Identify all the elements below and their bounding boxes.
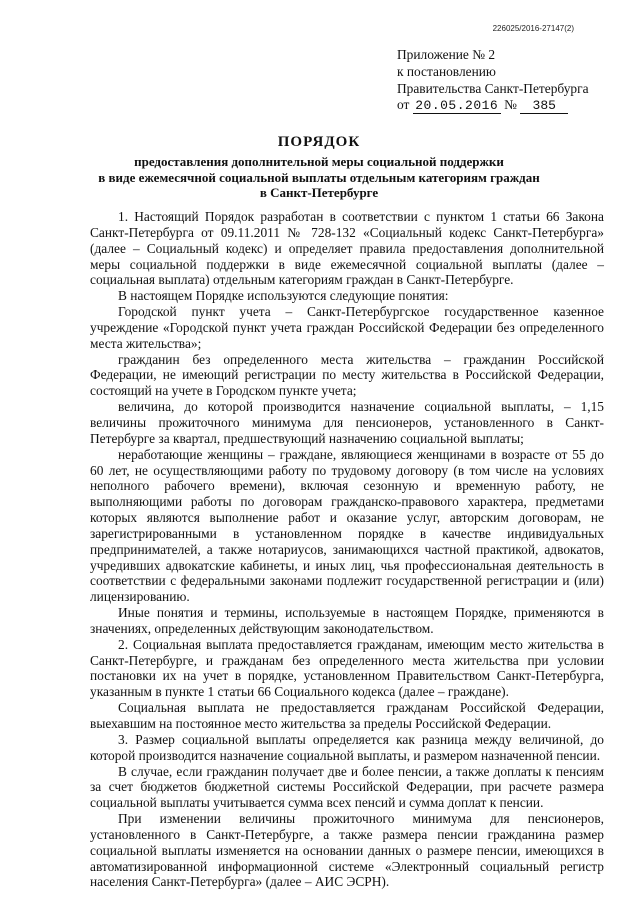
document-body [90, 209, 604, 890]
paragraph: Городской пункт учета – Санкт-Петербургское государственное казенное учреждение «Городской пункт учета граждан Российской Федерации без определенного места жительства»; [90, 304, 604, 351]
decree-date: 20.05.2016 [413, 99, 501, 114]
paragraph: Социальная выплата не предоставляется гражданам Российской Федерации, выехавшим на постоянное место жительства за пределы Российской Федерации. [90, 700, 604, 731]
paragraph: неработающие женщины – граждане, являющиеся женщинами в возрасте от 55 до 60 лет, не осуществляющими работу по трудовому договору (в том числе на условиях неполного рабочего времени), включая сезонную и временную работу, не выполняющими работы по договорам гражданско-правового характера, предметами которых являются выполнение работ и оказание услуг, авторским договорам, не зарегистрированными в установленном порядке в качестве индивидуальных предпринимателей, а также нотариусов, занимающихся частной практикой, адвокатов, учредивших адвокатские кабинеты, и иных лиц, чья профессиональная деятельность в соответствии с федеральными законами подлежит государственной регистрации и (или) лицензированию. [90, 446, 604, 605]
paragraph: При изменении величины прожиточного минимума для пенсионеров, установленного в Санкт-Петербурге, а также размера пенсии гражданина размер социальной выплаты изменяется на основании данных о размере пенсии, имеющихся в автоматизированной информационной системе «Электронный социальный регистр населения Санкт-Петербурга» (далее – АИС ЭСРН). [90, 811, 604, 890]
document-number: 226025/2016-27147(2) [492, 24, 574, 33]
title-block [80, 134, 558, 201]
appendix-line: Правительства Санкт-Петербурга [397, 80, 589, 96]
paragraph: 2. Социальная выплата предоставляется гражданам, имеющим место жительства в Санкт-Петербурге, и гражданам без определенного места жительства при условии постановки их на учет в порядке, установленном Правительством Санкт-Петербурга, указанным в пункте 1 статьи 66 Социального кодекса (далее – граждане). [90, 636, 604, 700]
appendix-line: Приложение № 2 [397, 47, 496, 62]
paragraph: гражданин без определенного места жительства – гражданин Российской Федерации, не имеющий регистрации по месту жительства в Российской Федерации, состоящий на учете в Городском пункте учета; [90, 351, 604, 399]
document-subtitle-line: в Санкт-Петербурге [259, 185, 379, 201]
appendix-date-line [397, 97, 597, 114]
paragraph: 3. Размер социальной выплаты определяется как разница между величиной, до которой производится назначение социальной выплаты, и размером назначенной пенсии. [90, 731, 604, 763]
appendix-line: к постановлению [397, 63, 496, 79]
document-subtitle-line: в виде ежемесячной социальной выплаты отдельным категориям граждан [98, 169, 540, 185]
date-prefix: от [397, 97, 410, 113]
paragraph: В случае, если гражданин получает две и более пенсии, а также доплаты к пенсиям за счет бюджетов бюджетной системы Российской Федерации, при расчете размера социальной выплаты учитывается сумма всех пенсий и сумма доплат к пенсии. [90, 763, 604, 811]
decree-number: 385 [520, 99, 568, 114]
paragraph: В настоящем Порядке используются следующие понятия: [118, 288, 449, 304]
number-label: № [504, 97, 517, 113]
document-title: ПОРЯДОК [277, 134, 361, 150]
paragraph: 1. Настоящий Порядок разработан в соответствии с пунктом 1 статьи 66 Закона Санкт-Петербурга от 09.11.2011 № 728-132 «Социальный кодекс Санкт-Петербурга» (далее – Социальный кодекс) и определяет правила предоставления дополнительной меры социальной поддержки в виде ежемесячной социальной выплаты (далее – социальная выплата) отдельным категориям граждан в Санкт-Петербурге. [90, 209, 604, 288]
paragraph: Иные понятия и термины, используемые в настоящем Порядке, применяются в значениях, определенных действующим законодательством. [90, 605, 604, 636]
appendix-block [397, 47, 597, 114]
document-subtitle-line: предоставления дополнительной меры социальной поддержки [134, 154, 504, 169]
paragraph: величина, до которой производится назначение социальной выплаты, – 1,15 величины прожиточного минимума для пенсионеров, установленного в Санкт-Петербурге за квартал, предшествующий назначению социальной выплаты; [90, 399, 604, 446]
